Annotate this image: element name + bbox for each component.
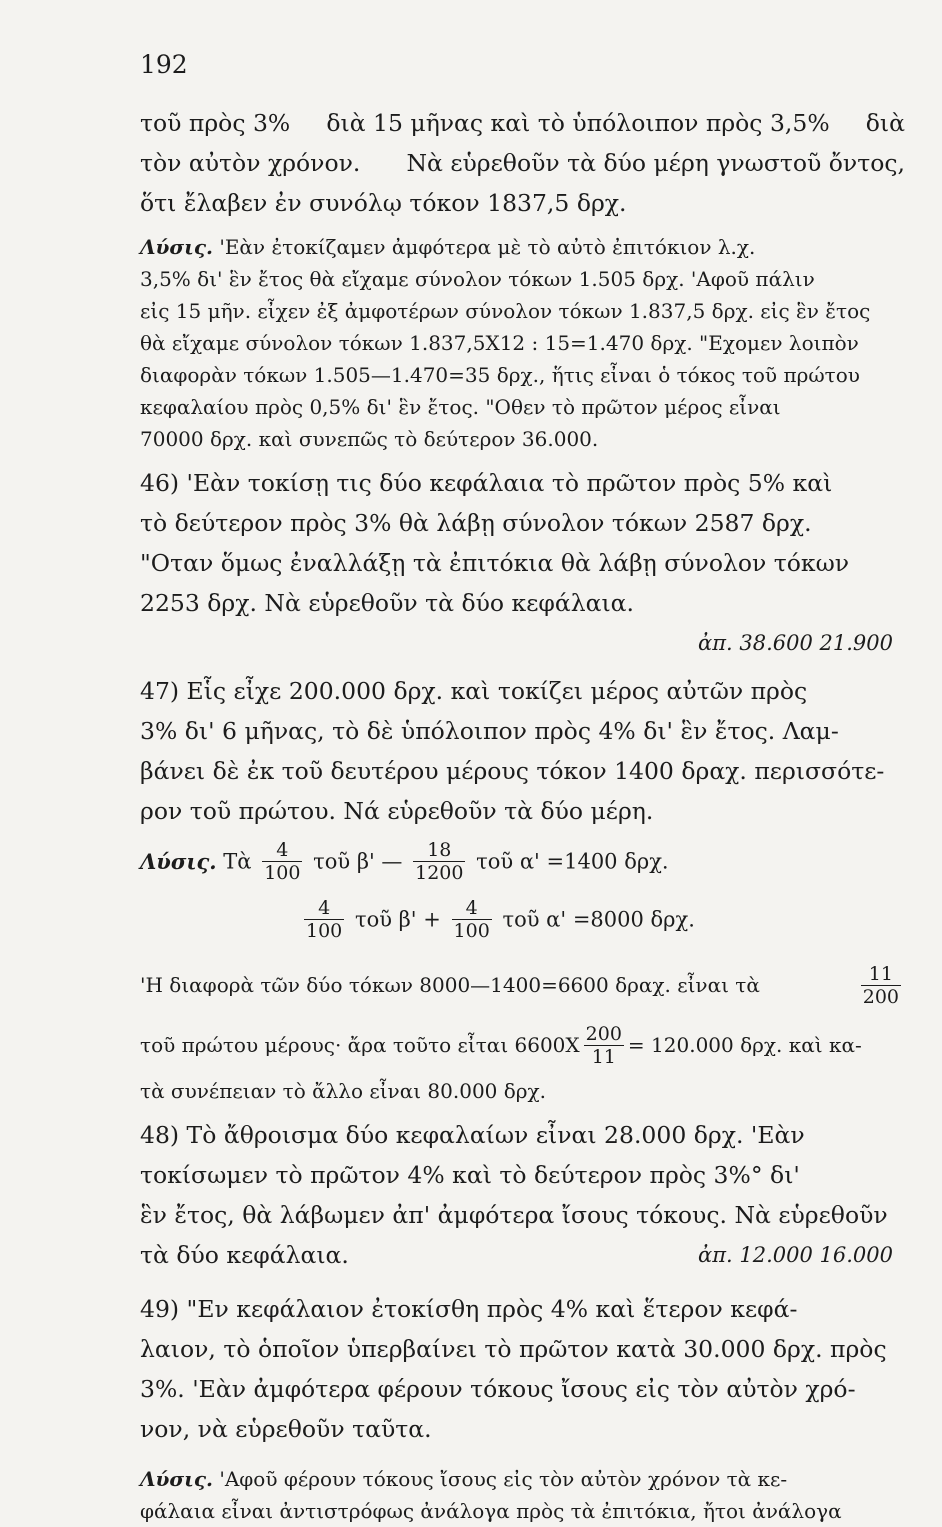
result-line: τοῦ πρώτου μέρους· ἄρα τοῦτο εἶται 6600Χ $\frac{200}{11}$ = 120.000 δρχ. καὶ κα-	[140, 1022, 862, 1068]
problem-47-line: ρον τοῦ πρώτου. Νά εὑρεθοῦν τὰ δύο μέρη.	[140, 797, 654, 825]
problem-48-line: τοκίσωμεν τὸ πρῶτον 4% καὶ τὸ δεύτερον πρὸς 3%° δι'	[140, 1161, 800, 1189]
solution-line: εἰς 15 μῆν. εἶχεν ἐξ ἀμφοτέρων σύνολον τόκων 1.837,5 δρχ. εἰς ἓν ἔτος	[140, 299, 871, 323]
solution-label: Λύσις.	[140, 235, 213, 259]
difference-line: 'Η διαφορὰ τῶν δύο τόκων 8000—1400=6600 δραχ. εἶναι τὰ $\frac{11}{200}$	[140, 962, 899, 1008]
problem-47-line: 3% δι' 6 μῆνας, τὸ δὲ ὑπόλοιπον πρὸς 4% δι' ἓν ἔτος. Λαμ-	[140, 717, 839, 745]
text-line: ὅτι ἔλαβεν ἐν συνόλῳ τόκον 1837,5 δρχ.	[140, 189, 627, 217]
text-line: τὸν αὐτὸν χρόνον. Νὰ εὑρεθοῦν τὰ δύο μέρη γνωστοῦ ὄντος,	[140, 149, 905, 177]
problem-49-line: νον, νὰ εὑρεθοῦν ταῦτα.	[140, 1415, 432, 1443]
problem-49-line: 3%. 'Εὰν ἀμφότερα φέρουν τόκους ἴσους εἰς τὸν αὐτὸν χρό-	[140, 1375, 856, 1403]
equation-2: $\frac{4}{100}$ τοῦ β' + $\frac{4}{100}$ τοῦ α' =8000 δρχ.	[306, 897, 695, 942]
solution-line: 3,5% δι' ἓν ἔτος θὰ εἴχαμε σύνολον τόκων 1.505 δρχ. 'Αφοῦ πάλιν	[140, 267, 815, 291]
solution-line: διαφορὰν τόκων 1.505—1.470=35 δρχ., ἥτις εἶναι ὁ τόκος τοῦ πρώτου	[140, 363, 860, 387]
problem-46-line: 2253 δρχ. Νὰ εὑρεθοῦν τὰ δύο κεφάλαια.	[140, 589, 635, 617]
final-line: τὰ συνέπειαν τὸ ἄλλο εἶναι 80.000 δρχ.	[140, 1079, 547, 1103]
solution-line: θὰ εἴχαμε σύνολον τόκων 1.837,5Χ12 : 15=1.470 δρχ. "Εχομεν λοιπὸν	[140, 331, 859, 355]
fraction: $\frac{4}{100}$	[264, 839, 301, 884]
equation-1: Λύσις. Τὰ $\frac{4}{100}$ τοῦ β' — $\frac{18}{1200}$ τοῦ α' =1400 δρχ.	[140, 839, 669, 884]
text-line: τοῦ πρὸς 3% διὰ 15 μῆνας καὶ τὸ ὑπόλοιπον πρὸς 3,5% διὰ	[140, 109, 905, 137]
problem-49-line: 49) "Εν κεφάλαιον ἐτοκίσθη πρὸς 4% καὶ ἕτερον κεφά-	[140, 1295, 798, 1323]
solution-line: 70000 δρχ. καὶ συνεπῶς τὸ δεύτερον 36.000.	[140, 427, 599, 451]
problem-46-answer: ἀπ. 38.600 21.900	[698, 631, 893, 655]
fraction: $\frac{200}{11}$	[585, 1022, 622, 1068]
fraction: $\frac{4}{100}$	[453, 897, 490, 942]
problem-46-line: "Οταν ὅμως ἐναλλάξῃ τὰ ἐπιτόκια θὰ λάβῃ σύνολον τόκων	[140, 549, 850, 577]
solution-line: φάλαια εἶναι ἀντιστρόφως ἀνάλογα πρὸς τὰ ἐπιτόκια, ἤτοι ἀνάλογα	[140, 1499, 842, 1523]
problem-48-line: ἓν ἔτος, θὰ λάβωμεν ἀπ' ἀμφότερα ἴσους τόκους. Νὰ εὑρεθοῦν	[140, 1201, 888, 1229]
fraction: $\frac{18}{1200}$	[415, 839, 464, 884]
problem-46-line: τὸ δεύτερον πρὸς 3% θὰ λάβῃ σύνολον τόκων 2587 δρχ.	[140, 509, 812, 537]
solution-line: Λύσις. 'Εὰν ἐτοκίζαμεν ἀμφότερα μὲ τὸ αὐτὸ ἐπιτόκιον λ.χ.	[140, 231, 905, 263]
problem-47-line: 47) Εἷς εἶχε 200.000 δρχ. καὶ τοκίζει μέρος αὐτῶν πρὸς	[140, 677, 808, 705]
page-number: 192	[140, 50, 188, 79]
solution-label: Λύσις.	[140, 1467, 213, 1491]
fraction: $\frac{4}{100}$	[306, 897, 343, 942]
problem-48-line: 48) Τὸ ἄθροισμα δύο κεφαλαίων εἶναι 28.000 δρχ. 'Εὰν	[140, 1121, 805, 1149]
problem-46-line: 46) 'Εὰν τοκίσῃ τις δύο κεφάλαια τὸ πρῶτον πρὸς 5% καὶ	[140, 469, 833, 497]
solution-label: Λύσις.	[140, 849, 217, 874]
page-content	[140, 103, 905, 1527]
problem-49-line: λαιον, τὸ ὁποῖον ὑπερβαίνει τὸ πρῶτον κατὰ 30.000 δρχ. πρὸς	[140, 1335, 887, 1363]
problem-48-line: τὰ δύο κεφάλαια. ἀπ. 12.000 16.000	[140, 1235, 905, 1275]
problem-48-answer: ἀπ. 12.000 16.000	[698, 1243, 893, 1267]
problem-47-line: βάνει δὲ ἐκ τοῦ δευτέρου μέρους τόκον 1400 δραχ. περισσότε-	[140, 757, 885, 785]
fraction: $\frac{11}{200}$	[862, 962, 899, 1008]
solution-line: Λύσις. 'Αφοῦ φέρουν τόκους ἴσους εἰς τὸν αὐτὸν χρόνον τὰ κε-	[140, 1463, 905, 1495]
solution-line: κεφαλαίου πρὸς 0,5% δι' ἓν ἔτος. "Οθεν τὸ πρῶτον μέρος εἶναι	[140, 395, 781, 419]
